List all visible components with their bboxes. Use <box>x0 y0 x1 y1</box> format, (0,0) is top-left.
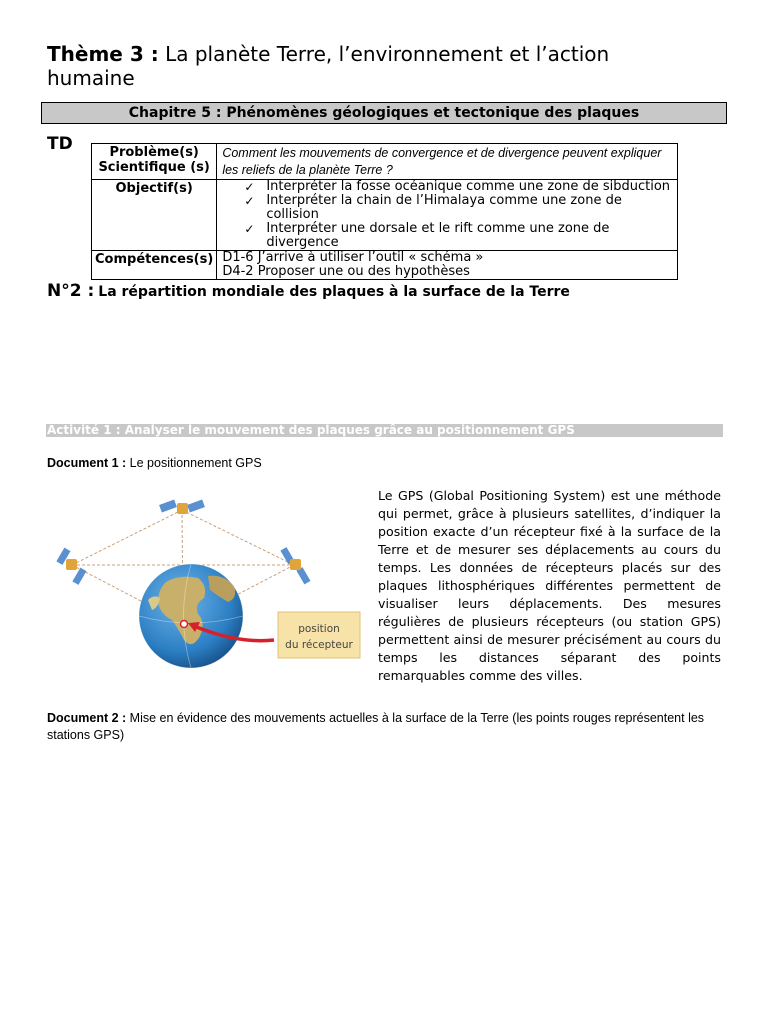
activity-banner: Activité 1 : Analyser le mouvement des plaques grâce au positionnement GPS <box>46 424 723 437</box>
problem-row <box>92 144 678 180</box>
checkmark-icon: ✓ <box>244 194 255 208</box>
section-heading <box>47 281 570 301</box>
satellite-icon <box>56 548 86 585</box>
gps-illustration <box>48 490 366 672</box>
objective-text: Interpréter la chain de l’Himalaya comme une zone de collision <box>266 193 622 222</box>
document1-label: Document 1 : <box>47 456 127 470</box>
section-title: La répartition mondiale des plaques à la surface de la Terre <box>98 284 570 300</box>
objective-text: Interpréter la fosse océanique comme une zone de sibduction <box>266 179 671 194</box>
objective-row <box>92 180 678 251</box>
theme-text: La planète Terre, l’environnement et l’action humaine <box>47 42 610 90</box>
td-label: TD <box>47 134 73 154</box>
competence-cell <box>217 251 678 280</box>
objective-list <box>222 180 672 250</box>
document2-label: Document 2 : <box>47 711 127 725</box>
document2-title: Mise en évidence des mouvements actuelles à la surface de la Terre (les points rouges représentent les stations GPS) <box>47 711 705 742</box>
info-table <box>91 143 678 280</box>
objective-text: Interpréter une dorsale et le rift comme une zone de divergence <box>266 221 610 250</box>
objective-header: Objectif(s) <box>92 180 217 251</box>
objective-cell <box>217 180 678 251</box>
theme-title <box>47 42 687 90</box>
document1-caption <box>47 455 262 472</box>
problem-text: Comment les mouvements de convergence et de divergence peuvent expliquer les reliefs de la planète Terre ? <box>217 144 678 180</box>
receiver-marker <box>181 621 188 628</box>
competence-row <box>92 251 678 280</box>
objective-item <box>244 222 672 250</box>
document1-title: Le positionnement GPS <box>129 456 262 470</box>
competence-item: D1-6 J’arrive à utiliser l’outil « schéma » <box>222 250 484 265</box>
satellite-icon <box>280 547 310 584</box>
receiver-label-line1: position <box>298 623 340 635</box>
document2-caption <box>47 710 727 744</box>
checkmark-icon: ✓ <box>244 222 255 236</box>
competence-item: D4-2 Proposer une ou des hypothèses <box>222 264 470 279</box>
satellite-icon <box>159 500 205 514</box>
checkmark-icon: ✓ <box>244 180 255 194</box>
theme-label: Thème 3 : <box>47 42 159 66</box>
objective-item <box>244 194 672 222</box>
globe <box>139 564 243 668</box>
competence-header: Compétences(s) <box>92 251 217 280</box>
gps-description: Le GPS (Global Positioning System) est une méthode qui permet, grâce à plusieurs satellites, d’indiquer la position exacte d’un récepteur fixé à la surface de la Terre et de mesurer ses déplacements au cours du temps. Les données de récepteurs placés sur des plaques lithosphériques différentes permettent de visualiser leurs déplacements. Des mesures régulières de plusieurs récepteurs (ou station GPS) permettent ainsi de mesurer précisément au cours du temps les distances séparant des points remarquables comme des villes. <box>378 488 721 683</box>
chapter-banner: Chapitre 5 : Phénomènes géologiques et tectonique des plaques <box>41 102 727 124</box>
receiver-label-box <box>278 612 360 658</box>
receiver-label-line2: du récepteur <box>285 639 353 651</box>
objective-item <box>244 180 672 194</box>
section-number: N°2 : <box>47 281 95 301</box>
problem-header: Problème(s) Scientifique (s) <box>92 144 217 180</box>
